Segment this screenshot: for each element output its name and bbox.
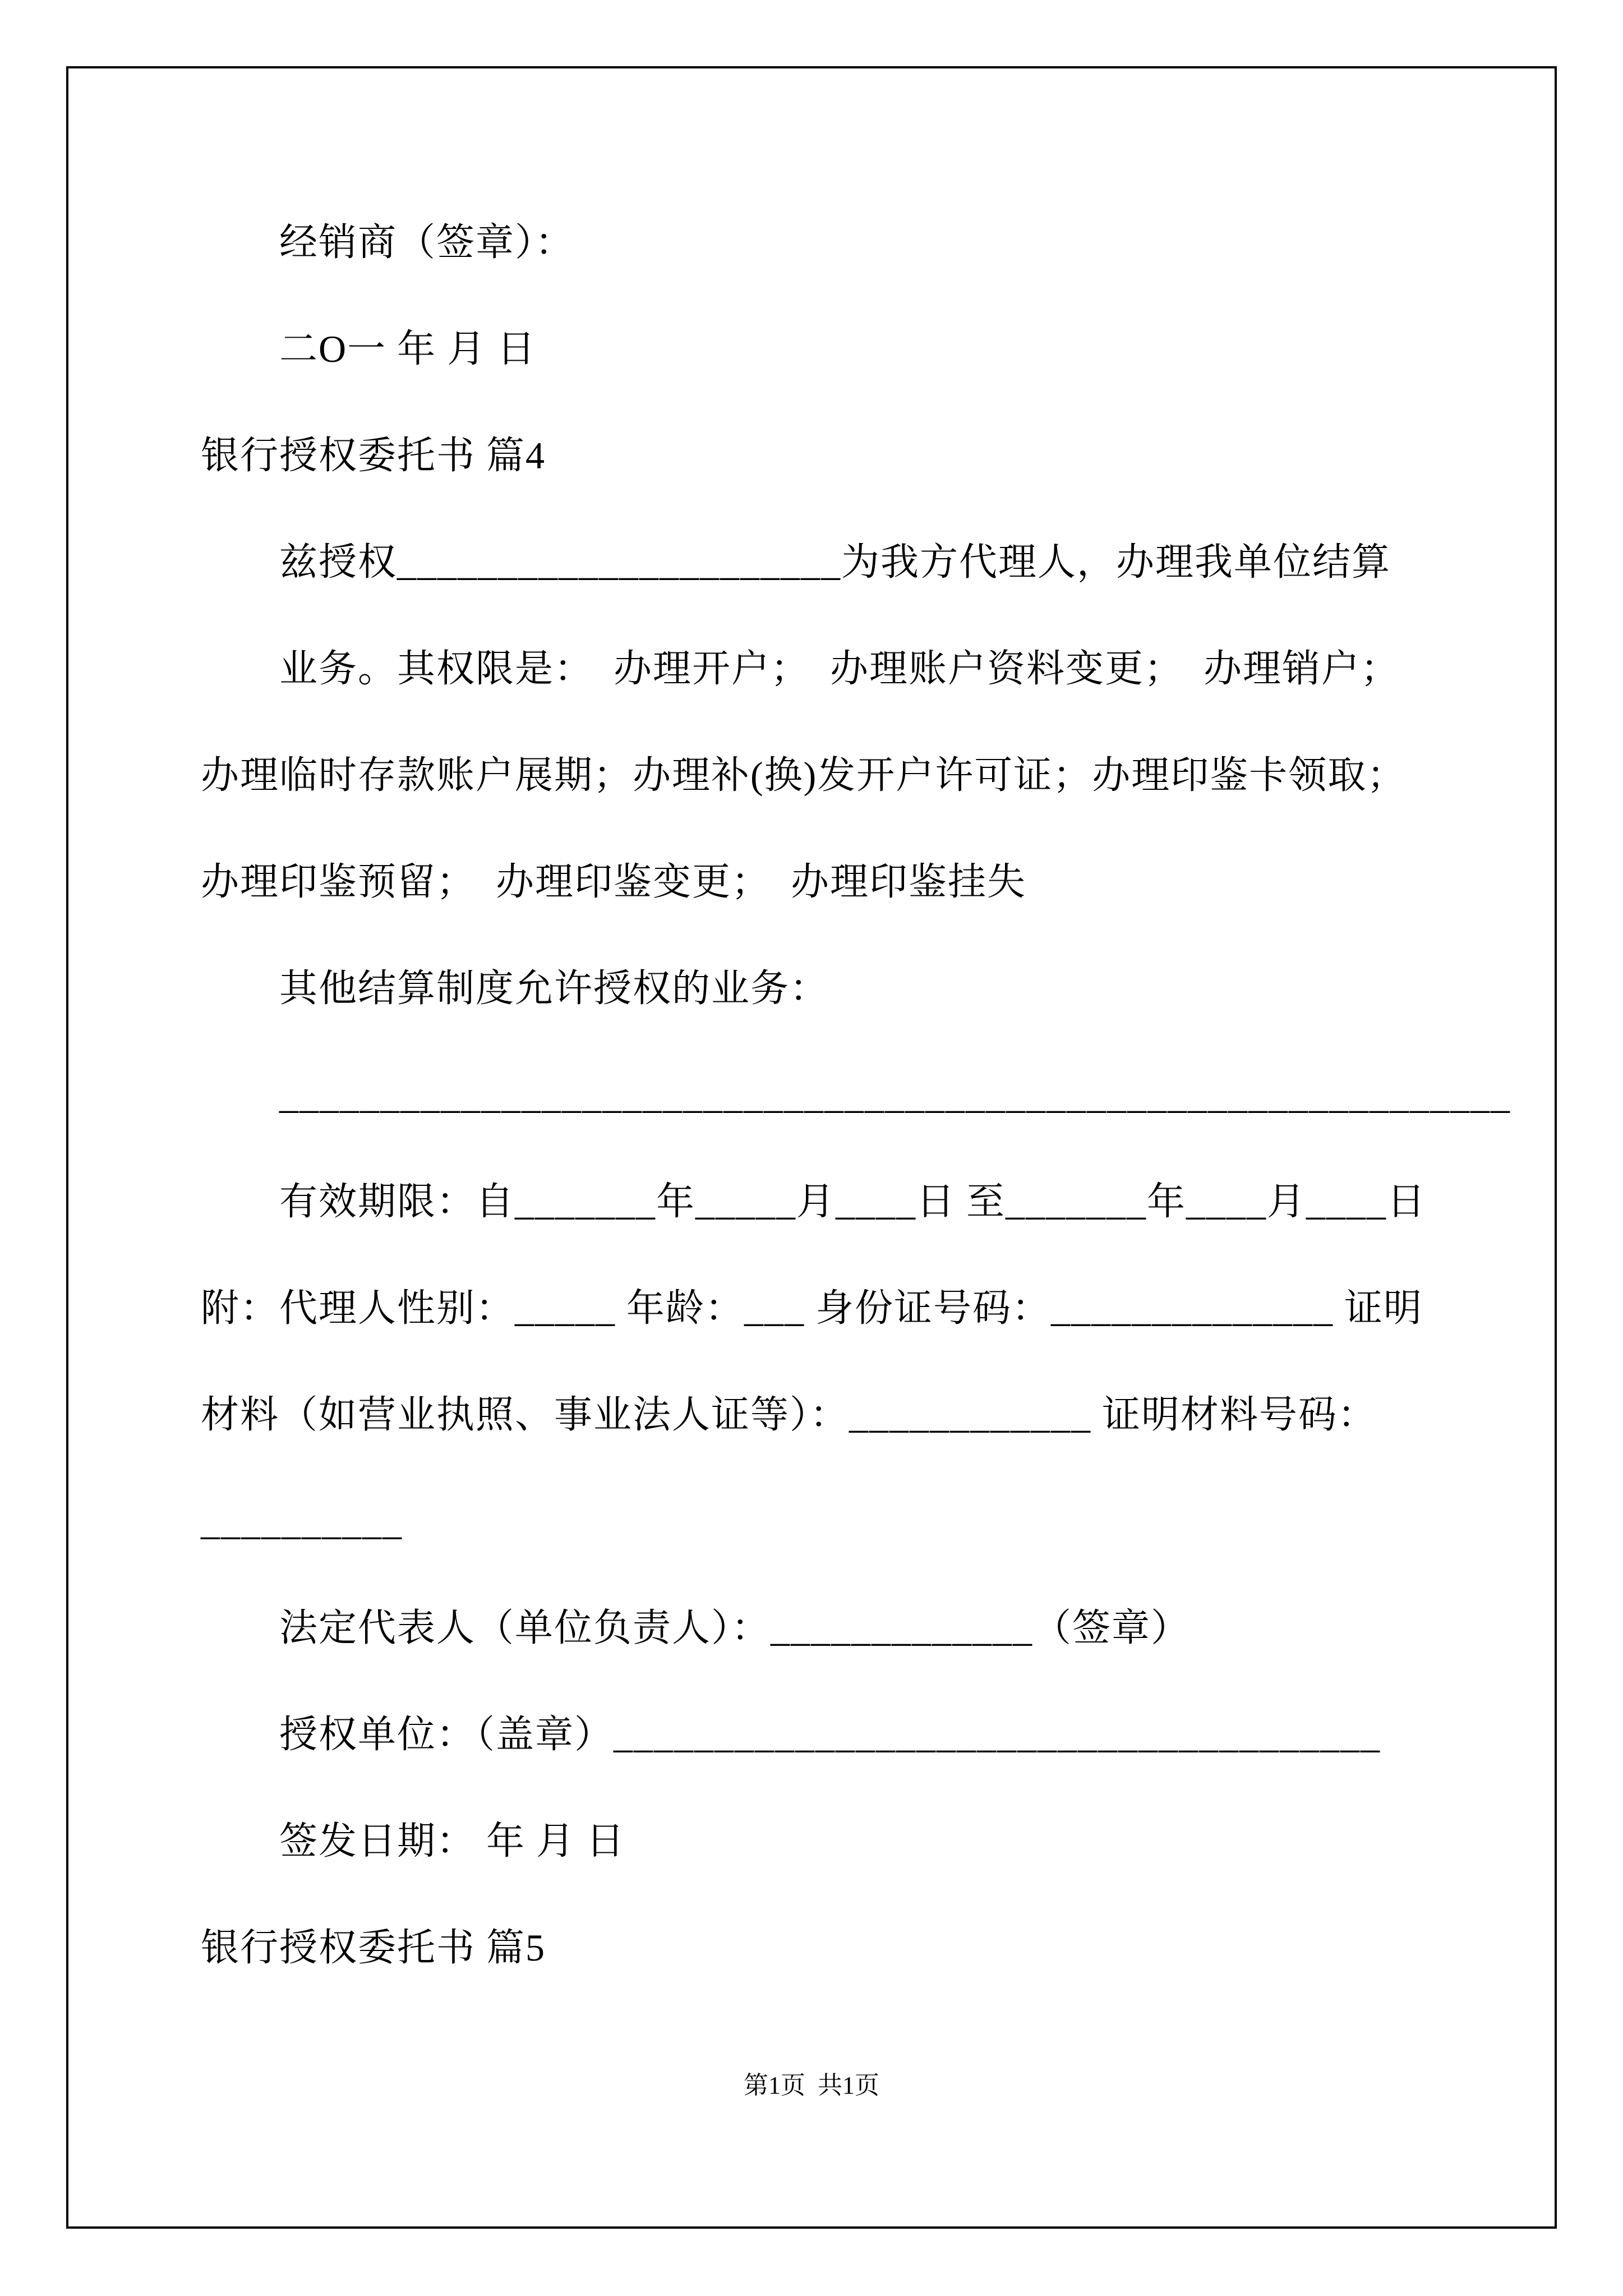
dealer-signature-line: 经销商（签章）： bbox=[279, 221, 575, 264]
section-title-piece-4: 银行授权委托书 篇4 bbox=[201, 434, 546, 477]
document-body bbox=[201, 189, 1511, 2001]
other-business-line: 其他结算制度允许授权的业务： bbox=[279, 967, 829, 1010]
short-blank-line: __________ bbox=[201, 1500, 403, 1543]
certificate-material-line: 材料（如营业执照、事业法人证等）：____________ 证明材料号码： bbox=[201, 1393, 1377, 1436]
legal-representative-line: 法定代表人（单位负责人）：_____________（签章） bbox=[279, 1607, 1191, 1649]
permissions-line-3: 办理印鉴预留； 办理印鉴变更； 办理印鉴挂失 bbox=[201, 861, 1027, 903]
permissions-line-2: 办理临时存款账户展期；办理补(换)发开户许可证；办理印鉴卡领取； bbox=[201, 754, 1407, 797]
section-title-piece-5: 银行授权委托书 篇5 bbox=[201, 1926, 546, 1969]
permissions-line-1: 业务。其权限是： 办理开户； 办理账户资料变更； 办理销户； bbox=[279, 647, 1400, 690]
authorization-line: 兹授权______________________为我方代理人，办理我单位结算 bbox=[279, 541, 1391, 583]
dealer-date-line: 二O一 年 月 日 bbox=[279, 328, 537, 370]
page-number-footer: 第1页 共1页 bbox=[744, 2072, 879, 2099]
validity-period-line: 有效期限：自_______年_____月____日 至_______年____月____日 bbox=[279, 1180, 1427, 1223]
long-blank-line: _____________________________________________________________ bbox=[279, 1074, 1511, 1116]
authorizing-unit-line: 授权单位：（盖章）______________________________________ bbox=[279, 1713, 1381, 1756]
agent-info-line: 附：代理人性别：_____ 年龄：___ 身份证号码：______________ 证明 bbox=[201, 1287, 1423, 1329]
issue-date-line: 签发日期： 年 月 日 bbox=[279, 1820, 626, 1862]
